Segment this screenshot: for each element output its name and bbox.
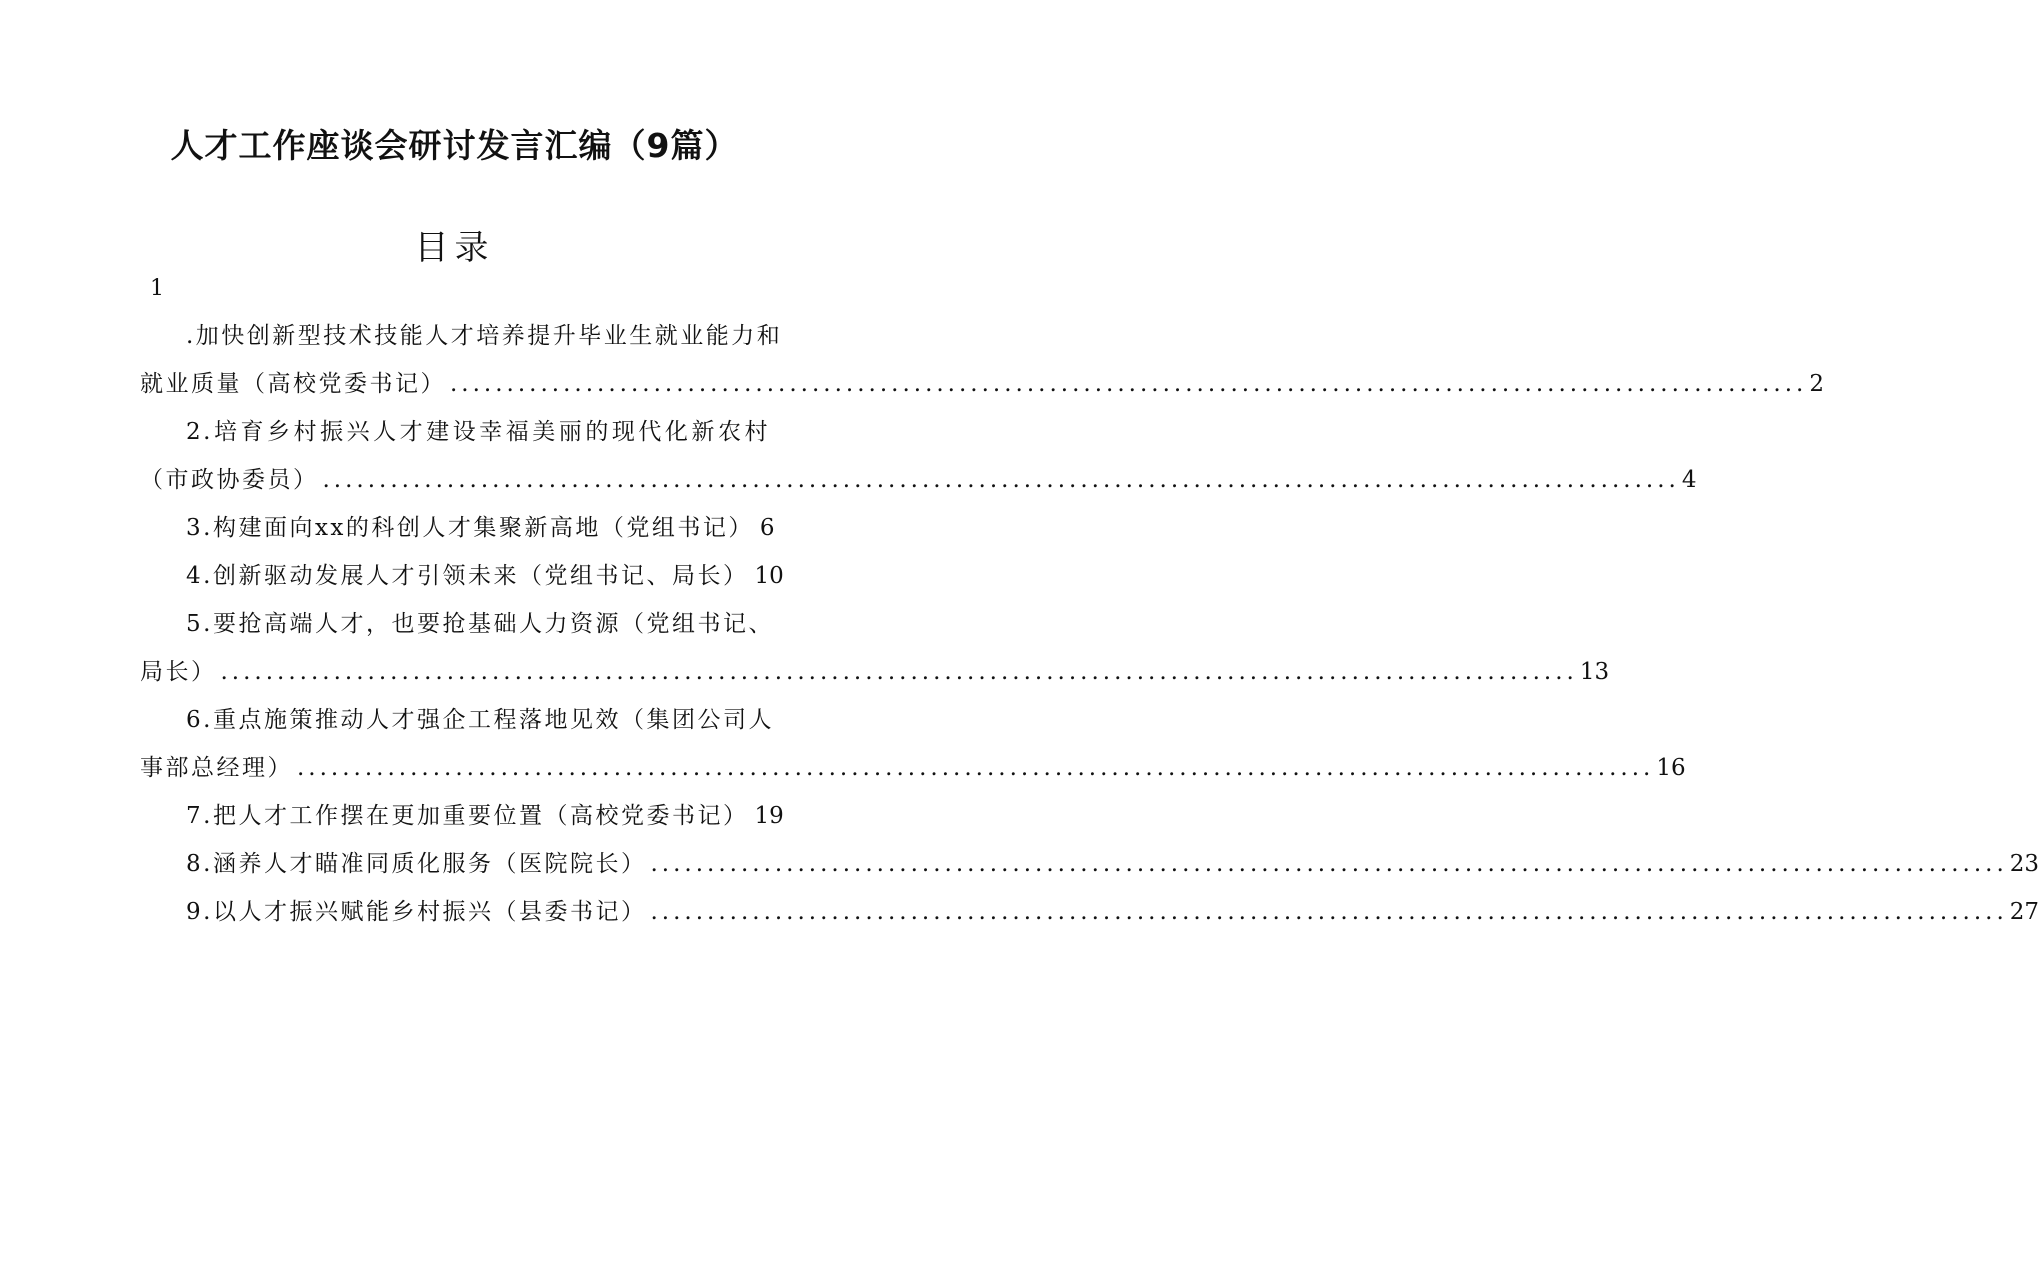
- toc-entry-line[interactable]: [140, 600, 774, 648]
- toc-entry-text: 5.要抢高端人才，也要抢基础人力资源（党组书记、: [186, 611, 774, 637]
- toc-page-number: 2: [1809, 371, 1824, 397]
- toc-entry-line[interactable]: [140, 792, 784, 840]
- toc-dot-leader: ........................................................................................................................: [297, 755, 1655, 781]
- toc-heading: 目录: [414, 228, 495, 268]
- toc-dot-leader: ........................................................................................................................: [650, 851, 2008, 877]
- toc-page-number: 6: [759, 515, 775, 541]
- toc-entry-text: .加快创新型技术技能人才培养提升毕业生就业能力和: [186, 323, 783, 349]
- toc-entry-text: 4.创新驱动发展人才引领未来（党组书记、局长）: [186, 563, 749, 589]
- toc-page-number: 19: [754, 803, 784, 829]
- toc-entry-line[interactable]: [140, 504, 775, 552]
- toc-entry-text: 2.培育乡村振兴人才建设幸福美丽的现代化新农村: [186, 419, 770, 445]
- toc-dot-leader: ........................................................................................................................: [650, 899, 2008, 925]
- toc-entry-line[interactable]: [140, 456, 1697, 504]
- toc-entry-line[interactable]: [140, 696, 774, 744]
- toc-entry-line[interactable]: [140, 552, 784, 600]
- toc-dot-leader: ........................................................................................................................: [220, 659, 1578, 685]
- toc-page-number: 23: [2009, 851, 2039, 877]
- toc-entry-text: 3.构建面向xx的科创人才集聚新高地（党组书记）: [186, 515, 754, 541]
- toc-entry-line[interactable]: [140, 840, 2039, 888]
- document-title: 人才工作座谈会研讨发言汇编（9篇）: [170, 126, 739, 165]
- toc-entry-line[interactable]: [140, 360, 1824, 408]
- toc-entry-line[interactable]: [140, 408, 770, 456]
- toc-page-number: 10: [754, 563, 784, 589]
- table-of-contents: [140, 312, 2039, 936]
- toc-entry-text: 7.把人才工作摆在更加重要位置（高校党委书记）: [186, 803, 749, 829]
- toc-page-number: 27: [2009, 899, 2039, 925]
- toc-entry-text: 就业质量（高校党委书记）: [140, 371, 446, 397]
- toc-entry-text: （市政协委员）: [140, 467, 319, 493]
- toc-entry-line[interactable]: [140, 888, 2039, 936]
- toc-dot-leader: ........................................................................................................................: [322, 467, 1680, 493]
- stray-page-number: 1: [150, 276, 164, 301]
- toc-entry-text: 局长）: [140, 659, 217, 685]
- toc-entry-text: 6.重点施策推动人才强企工程落地见效（集团公司人: [186, 707, 774, 733]
- toc-entry-text: 8.涵养人才瞄准同质化服务（医院院长）: [186, 851, 647, 877]
- toc-page-number: 13: [1579, 659, 1610, 685]
- toc-page-number: 4: [1681, 467, 1697, 493]
- toc-dot-leader: ........................................................................................................................: [450, 371, 1808, 397]
- toc-entry-text: 事部总经理）: [140, 755, 293, 781]
- toc-entry-line[interactable]: [140, 648, 1610, 696]
- toc-entry-line[interactable]: [140, 312, 783, 360]
- toc-page-number: 16: [1656, 755, 1686, 781]
- toc-entry-line[interactable]: [140, 744, 1686, 792]
- toc-entry-text: 9.以人才振兴赋能乡村振兴（县委书记）: [186, 899, 647, 925]
